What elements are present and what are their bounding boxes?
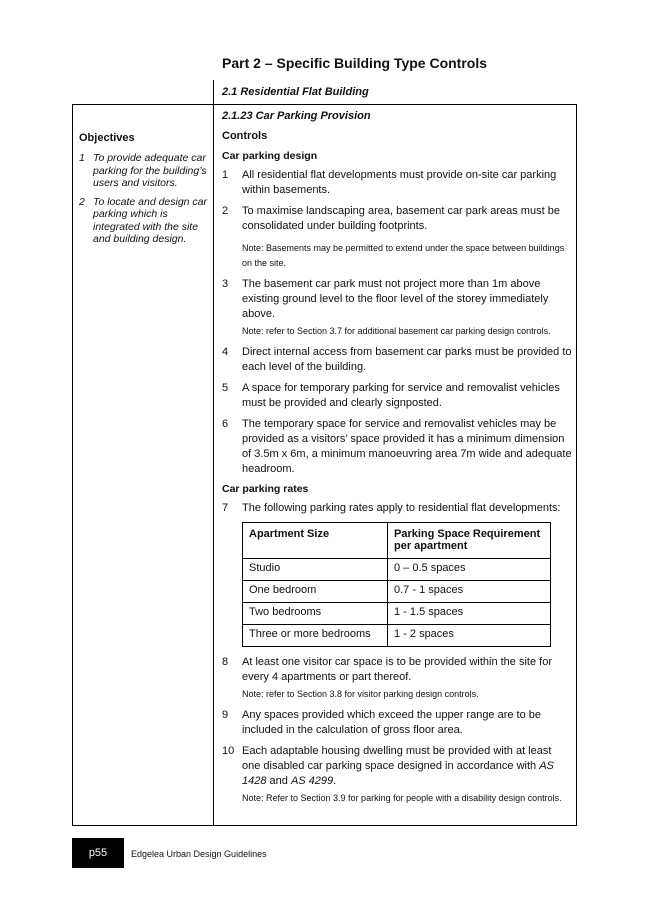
objective-number: 1 — [79, 152, 85, 164]
control-item — [222, 501, 572, 516]
table-cell: One bedroom — [243, 581, 388, 603]
objective-item — [79, 196, 209, 246]
objectives-column — [79, 132, 209, 252]
control-item — [222, 381, 572, 411]
controls-heading: Controls — [222, 130, 268, 142]
table-header-row — [243, 523, 551, 559]
control-text: Any spaces provided which exceed the upper range are to be included in the calculation of gross floor area. — [242, 709, 542, 736]
control-number: 10 — [222, 745, 235, 757]
table-cell: 0.7 - 1 spaces — [388, 581, 551, 603]
control-number: 5 — [222, 382, 229, 394]
control-note: Note: refer to Section 3.7 for additional basement car parking design controls. — [242, 326, 551, 336]
control-text: At least one visitor car space is to be provided within the site for every 4 apartments or part thereof. — [242, 656, 552, 683]
control-text: Direct internal access from basement car parks must be provided to each level of the building. — [242, 346, 572, 373]
objective-item — [79, 152, 209, 190]
objective-text: To provide adequate car parking for the building’s users and visitors. — [93, 152, 207, 189]
control-text: and — [266, 775, 291, 787]
control-item — [222, 204, 572, 271]
table-cell: 0 – 0.5 spaces — [388, 559, 551, 581]
column-divider-top — [213, 80, 214, 104]
standard-reference: AS 1428 — [242, 760, 554, 787]
control-text: All residential flat developments must provide on-site car parking within basements. — [242, 169, 557, 196]
table-cell: Two bedrooms — [243, 603, 388, 625]
control-number: 2 — [222, 205, 229, 217]
control-text: Each adaptable housing dwelling must be provided with at least one disabled car parking space designed in accordance with — [242, 745, 552, 772]
table-row — [243, 559, 551, 581]
standard-reference: AS 4299 — [290, 775, 334, 787]
control-number: 9 — [222, 709, 229, 721]
control-number: 7 — [222, 502, 229, 514]
control-item — [222, 168, 572, 198]
column-divider — [213, 104, 214, 826]
control-note: Note: Basements may be permitted to extend under the space between buildings on the site. — [242, 243, 565, 268]
control-item — [222, 708, 572, 738]
control-note: Note: Refer to Section 3.9 for parking for people with a disability design controls. — [242, 793, 562, 803]
page-number: p55 — [72, 838, 124, 868]
table-cell: 1 - 2 spaces — [388, 625, 551, 647]
control-item — [222, 277, 572, 339]
table-header-cell: Parking Space Requirement per apartment — [388, 523, 551, 559]
controls-column — [222, 110, 572, 812]
control-item — [222, 345, 572, 375]
control-number: 8 — [222, 656, 229, 668]
control-item — [222, 417, 572, 477]
table-cell: Studio — [243, 559, 388, 581]
control-text: The temporary space for service and removalist vehicles may be provided as a visitors’ space provided it has a minimum dimension of 3.5m x 6m, a minimum manoeuvring area 7m wide and adequate headroom. — [242, 418, 572, 475]
control-text: . — [333, 775, 337, 787]
control-item — [222, 655, 572, 702]
objective-text: To locate and design car parking which is integrated with the site and building design. — [93, 195, 208, 245]
control-text: To maximise landscaping area, basement car park areas must be consolidated under building footprints. — [242, 205, 560, 232]
table-row — [243, 603, 551, 625]
table-header-cell: Apartment Size — [243, 523, 388, 559]
table-row — [243, 625, 551, 647]
car-parking-design-heading: Car parking design — [222, 150, 318, 162]
footer-document-title: Edgelea Urban Design Guidelines — [131, 849, 267, 859]
control-number: 6 — [222, 418, 229, 430]
table-cell: 1 - 1.5 spaces — [388, 603, 551, 625]
objectives-heading: Objectives — [79, 132, 135, 144]
control-text: A space for temporary parking for service and removalist vehicles must be provided and clearly signposted. — [242, 382, 560, 409]
table-row — [243, 581, 551, 603]
section-title: 2.1 Residential Flat Building — [222, 86, 369, 98]
control-item — [222, 744, 572, 806]
objective-number: 2 — [79, 195, 85, 208]
page-title: Part 2 – Specific Building Type Controls — [222, 55, 488, 71]
control-text: The following parking rates apply to residential flat developments: — [242, 502, 561, 514]
control-text: The basement car park must not project more than 1m above existing ground level to the floor level of the storey immediately above. — [242, 278, 549, 320]
control-number: 1 — [222, 169, 229, 181]
subsection-title: 2.1.23 Car Parking Provision — [222, 110, 371, 122]
parking-rates-table — [242, 522, 551, 647]
control-note: Note: refer to Section 3.8 for visitor parking design controls. — [242, 689, 479, 699]
car-parking-rates-heading: Car parking rates — [222, 483, 309, 495]
control-number: 3 — [222, 278, 229, 290]
table-cell: Three or more bedrooms — [243, 625, 388, 647]
control-number: 4 — [222, 346, 229, 358]
